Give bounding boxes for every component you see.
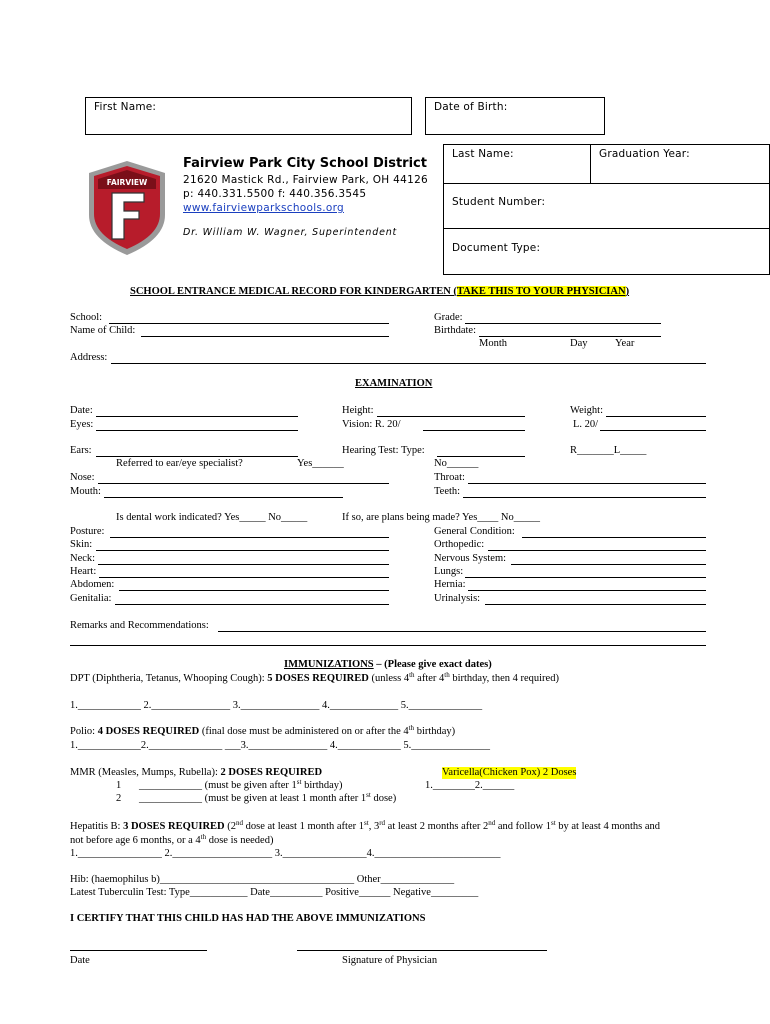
superintendent: Dr. William W. Wagner, Superintendent [183, 227, 398, 238]
dpt-line: DPT (Diphtheria, Tetanus, Whooping Cough): 5 DOSES REQUIRED (unless 4th after 4th birthday, then 4 required) [70, 671, 559, 684]
varicella-label: Varicella(Chicken Pox) 2 Doses [442, 767, 577, 778]
hepatitis-line: Hepatitis B: 3 DOSES REQUIRED (2nd dose at least 1 month after 1st, 3rd at least 2 months after 2nd and follow 1st by at least 4 months and [70, 819, 661, 832]
posture-label: Posture: [70, 526, 105, 537]
throat-label: Throat: [434, 472, 465, 483]
vision-l-label: L. 20/ [573, 419, 599, 430]
year-label: Year [615, 338, 635, 349]
logo-text: FAIRVIEW [106, 178, 148, 187]
physician-signature-field[interactable] [297, 950, 547, 951]
hepatitis-dose-fields[interactable]: 1.________________ 2.___________________ 3.________________4.________________________ [70, 848, 501, 859]
district-address: 21620 Mastick Rd., Fairview Park, OH 44126 [183, 174, 429, 186]
birthdate-field[interactable] [479, 336, 661, 337]
mmr2-field[interactable]: ____________ (must be given at least 1 month after 1st dose) [139, 791, 397, 804]
hernia-field[interactable] [468, 590, 706, 591]
certification-statement: I CERTIFY THAT THIS CHILD HAS HAD THE ABOVE IMMUNIZATIONS [70, 913, 426, 924]
last-name-box[interactable] [443, 144, 591, 184]
urinalysis-field[interactable] [485, 604, 706, 605]
examination-heading: EXAMINATION [355, 378, 433, 389]
date-field[interactable] [96, 416, 298, 417]
height-label: Height: [342, 405, 374, 416]
general-label: General Condition: [434, 526, 515, 537]
hib-line[interactable]: Hib: (haemophilus b)_____________________________________ Other______________ [70, 874, 455, 885]
polio-line: Polio: 4 DOSES REQUIRED (final dose must be administered on or after the 4th birthday) [70, 724, 456, 737]
weight-field[interactable] [606, 416, 706, 417]
school-label: School: [70, 312, 103, 323]
grad-year-box[interactable] [590, 144, 770, 184]
posture-field[interactable] [110, 537, 389, 538]
general-field[interactable] [522, 537, 706, 538]
immunizations-heading: IMMUNIZATIONS – (Please give exact dates) [284, 659, 492, 670]
first-name-label: First Name: [94, 101, 157, 113]
abdomen-label: Abdomen: [70, 579, 115, 590]
district-name: Fairview Park City School District [183, 156, 427, 171]
neck-field[interactable] [98, 564, 389, 565]
lungs-label: Lungs: [434, 566, 464, 577]
last-name-label: Last Name: [452, 148, 514, 160]
neck-label: Neck: [70, 553, 96, 564]
grade-label: Grade: [434, 312, 463, 323]
polio-dose-fields[interactable]: 1.____________2.______________ ___3._______________ 4.____________ 5._______________ [70, 740, 490, 751]
mouth-label: Mouth: [70, 486, 101, 497]
mouth-field[interactable] [104, 497, 343, 498]
hearing-label: Hearing Test: Type: [342, 445, 425, 456]
dental-question[interactable]: Is dental work indicated? Yes_____ No_____ [116, 512, 308, 523]
hernia-label: Hernia: [434, 579, 466, 590]
document-type-label: Document Type: [452, 242, 541, 254]
hepatitis-line-2: not before age 6 months, or a 4th dose is needed) [70, 833, 274, 846]
district-phone: p: 440.331.5500 f: 440.356.3545 [183, 188, 367, 200]
dpt-dose-fields[interactable]: 1.____________ 2._______________ 3._______________ 4._____________ 5.______________ [70, 700, 483, 711]
child-name-field[interactable] [141, 336, 389, 337]
child-name-label: Name of Child: [70, 325, 136, 336]
heart-field[interactable] [99, 577, 389, 578]
dob-label: Date of Birth: [434, 101, 508, 113]
nose-field[interactable] [98, 483, 389, 484]
district-logo [86, 159, 168, 257]
birthdate-label: Birthdate: [434, 325, 476, 336]
signature-date-label: Date [70, 955, 90, 966]
vision-l-field[interactable] [600, 430, 706, 431]
grade-field[interactable] [465, 323, 661, 324]
vision-r-field[interactable] [423, 430, 525, 431]
mmr2-number: 2 [116, 793, 122, 804]
orthopedic-field[interactable] [488, 550, 706, 551]
mmr-line: MMR (Measles, Mumps, Rubella): 2 DOSES REQUIRED [70, 767, 323, 778]
grad-year-label: Graduation Year: [599, 148, 690, 160]
date-label: Date: [70, 405, 93, 416]
lungs-field[interactable] [465, 577, 706, 578]
remarks-field-2[interactable] [70, 645, 706, 646]
address-label: Address: [70, 352, 108, 363]
day-label: Day [570, 338, 588, 349]
hearing-rl[interactable]: R_______L_____ [570, 445, 647, 456]
mmr1-number: 1 [116, 780, 122, 791]
district-website-link[interactable]: www.fairviewparkschools.org [183, 202, 344, 214]
genitalia-label: Genitalia: [70, 593, 112, 604]
plans-question[interactable]: If so, are plans being made? Yes____ No_____ [342, 512, 541, 523]
genitalia-field[interactable] [115, 604, 389, 605]
eyes-field[interactable] [96, 430, 298, 431]
tuberculin-line[interactable]: Latest Tuberculin Test: Type___________ Date__________ Positive______ Negative_________ [70, 887, 479, 898]
nose-label: Nose: [70, 472, 95, 483]
physician-signature-label: Signature of Physician [342, 955, 438, 966]
teeth-label: Teeth: [434, 486, 461, 497]
first-name-box[interactable] [85, 97, 412, 135]
student-number-label: Student Number: [452, 196, 546, 208]
varicella-dose-fields[interactable]: 1.________2.______ [425, 780, 515, 791]
signature-date-field[interactable] [70, 950, 207, 951]
vision-label: Vision: R. 20/ [342, 419, 401, 430]
referred-yes[interactable]: Yes______ [297, 458, 344, 469]
abdomen-field[interactable] [119, 590, 389, 591]
heart-label: Heart: [70, 566, 97, 577]
nervous-label: Nervous System: [434, 553, 507, 564]
document-type-box[interactable] [443, 228, 770, 275]
remarks-field[interactable] [218, 631, 706, 632]
address-field[interactable] [111, 363, 706, 364]
skin-field[interactable] [96, 550, 389, 551]
mmr1-field[interactable]: ____________ (must be given after 1st birthday) [139, 778, 343, 791]
student-number-box[interactable] [443, 183, 770, 229]
dob-box[interactable] [425, 97, 605, 135]
remarks-label: Remarks and Recommendations: [70, 620, 209, 631]
ears-label: Ears: [70, 445, 92, 456]
ears-field[interactable] [96, 456, 298, 457]
form-title: SCHOOL ENTRANCE MEDICAL RECORD FOR KINDERGARTEN (TAKE THIS TO YOUR PHYSICIAN) [130, 286, 630, 297]
orthopedic-label: Orthopedic: [434, 539, 485, 550]
urinalysis-label: Urinalysis: [434, 593, 481, 604]
hearing-type-field[interactable] [437, 456, 525, 457]
throat-field[interactable] [468, 483, 706, 484]
eyes-label: Eyes: [70, 419, 94, 430]
skin-label: Skin: [70, 539, 93, 550]
weight-label: Weight: [570, 405, 603, 416]
teeth-field[interactable] [463, 497, 706, 498]
height-field[interactable] [377, 416, 525, 417]
school-field[interactable] [109, 323, 389, 324]
referred-label: Referred to ear/eye specialist? [116, 458, 243, 469]
nervous-field[interactable] [511, 564, 706, 565]
referred-no[interactable]: No______ [434, 458, 479, 469]
month-label: Month [479, 338, 508, 349]
